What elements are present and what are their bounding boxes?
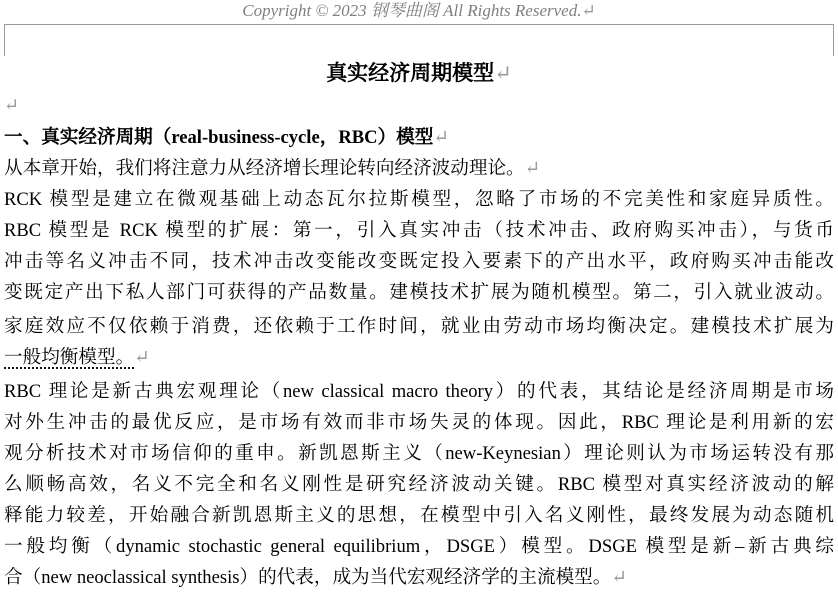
section-heading bbox=[4, 122, 834, 153]
header-rule bbox=[4, 24, 834, 25]
paragraph-line bbox=[4, 246, 834, 277]
margin-corner-right bbox=[833, 24, 834, 56]
line-text: 家庭效应不仅依赖于消费，还依赖于工作时间，就业由劳动市场均衡决定。建模技术扩展为 bbox=[4, 316, 834, 337]
empty-paragraph bbox=[4, 92, 19, 118]
line-text: 合（new neoclassical synthesis）的代表，成为当代宏观经济学的主流模型。 bbox=[4, 567, 612, 588]
paragraph-line bbox=[4, 376, 834, 407]
paragraph-line bbox=[4, 438, 834, 469]
line-text: 么顺畅高效，名义不完全和名义刚性是研究经济波动关键。RBC 模型对真实经济波动的解 bbox=[4, 474, 834, 495]
paragraph-line bbox=[4, 469, 834, 500]
document-title bbox=[0, 58, 838, 88]
paragraph-mark-icon: ↵ bbox=[524, 158, 541, 179]
line-text: RCK 模型是建立在微观基础上动态瓦尔拉斯模型，忽略了市场的不完美性和家庭异质性。 bbox=[4, 189, 834, 210]
paragraph-mark-icon: ↵ bbox=[494, 61, 512, 85]
margin-corner-left bbox=[4, 24, 5, 56]
document-body[interactable] bbox=[4, 122, 834, 593]
paragraph-mark-icon: ↵ bbox=[433, 127, 449, 148]
title-text: 真实经济周期模型 bbox=[326, 61, 495, 85]
paragraph-mark-icon: ↵ bbox=[4, 95, 20, 115]
paragraph-line bbox=[4, 153, 834, 184]
page-header bbox=[0, 0, 838, 22]
line-text: 一般均衡模型。 bbox=[4, 347, 135, 368]
paragraph-mark-icon: ↵ bbox=[581, 1, 596, 20]
paragraph-line bbox=[4, 277, 834, 308]
paragraph-line bbox=[4, 311, 834, 342]
line-text: 一般均衡（dynamic stochastic general equilibrium，DSGE）模型。DSGE 模型是新–新古典综 bbox=[4, 536, 834, 557]
paragraph-line bbox=[4, 407, 834, 438]
heading-text: 一、真实经济周期（real-business-cycle，RBC）模型 bbox=[4, 127, 434, 148]
paragraph-line bbox=[4, 500, 834, 531]
line-text: RBC 理论是新古典宏观理论（new classical macro theory）的代表，其结论是经济周期是市场 bbox=[4, 381, 834, 402]
line-text: 观分析技术对市场信仰的重申。新凯恩斯主义（new-Keynesian）理论则认为市场运转没有那 bbox=[4, 443, 834, 464]
line-text: 对外生冲击的最优反应，是市场有效而非市场失灵的体现。因此，RBC 理论是利用新的宏 bbox=[4, 412, 834, 433]
paragraph-line bbox=[4, 184, 834, 215]
paragraph-line bbox=[4, 562, 834, 593]
line-text: 变既定产出下私人部门可获得的产品数量。建模技术扩展为随机模型。第二，引入就业波动。 bbox=[4, 282, 834, 303]
paragraph-line bbox=[4, 342, 834, 373]
paragraph-line bbox=[4, 531, 834, 562]
copyright-text: Copyright © 2023 钢琴曲阁 All Rights Reserved. bbox=[242, 1, 582, 20]
paragraph-mark-icon: ↵ bbox=[134, 347, 150, 368]
paragraph-line bbox=[4, 215, 834, 246]
line-text: RBC 模型是 RCK 模型的扩展：第一，引入真实冲击（技术冲击、政府购买冲击），与货币 bbox=[4, 220, 834, 241]
line-text: 从本章开始，我们将注意力从经济增长理论转向经济波动理论。 bbox=[4, 158, 525, 179]
paragraph-mark-icon: ↵ bbox=[611, 567, 627, 588]
line-text: 冲击等名义冲击不同，技术冲击改变能改变既定投入要素下的产出水平，政府购买冲击能改 bbox=[4, 251, 834, 272]
line-text: 释能力较差，开始融合新凯恩斯主义的思想，在模型中引入名义刚性，最终发展为动态随机 bbox=[4, 505, 834, 526]
